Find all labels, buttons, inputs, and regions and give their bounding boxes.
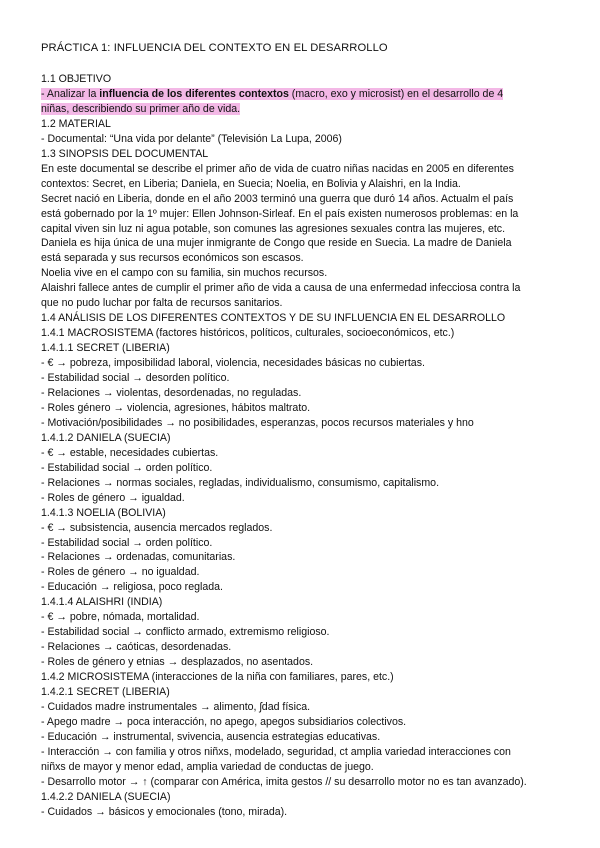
highlighted-text: niñas, describiendo su primer año de vida.: [41, 102, 241, 115]
text-line: [41, 790, 171, 805]
line-text: 1.4.1.3 NOELIA (BOLIVIA): [41, 506, 166, 519]
text-line: [41, 595, 162, 610]
text-line: [41, 760, 374, 775]
highlighted-text: [41, 88, 503, 100]
text-line: [41, 446, 218, 461]
text-line: [41, 222, 505, 237]
line-text: - Relaciones → ordenadas, comunitarias.: [41, 551, 236, 564]
text-line: [41, 670, 394, 685]
line-text: - € → pobreza, imposibilidad laboral, violencia, necesidades básicas no cubiertas.: [41, 357, 425, 370]
line-text: - € → subsistencia, ausencia mercados reglados.: [41, 521, 273, 534]
text-line: [41, 192, 513, 207]
text-line: [41, 251, 304, 266]
text-line: [41, 625, 330, 640]
text-line: [41, 730, 380, 745]
text-line: [41, 805, 287, 820]
line-text: - Roles de género y etnias → desplazados, no asentados.: [41, 656, 314, 668]
text-line: [41, 506, 166, 521]
text-line: [41, 311, 505, 326]
line-text: 1.4 ANÁLISIS DE LOS DIFERENTES CONTEXTOS Y DE SU INFLUENCIA EN EL DESARROLLO: [41, 312, 506, 325]
line-text: - Relaciones → caóticas, desordenadas.: [41, 641, 232, 654]
line-text: - Educación → instrumental, svivencia, ausencia estrategias educativas.: [41, 730, 381, 743]
document-title: PRÁCTICA 1: INFLUENCIA DEL CONTEXTO EN EL DESARROLLO: [41, 42, 388, 54]
line-text: - Roles género → violencia, agresiones, hábitos maltrato.: [41, 401, 311, 414]
line-text: 1.4.1.1 SECRET (LIBERIA): [41, 342, 170, 355]
text-line: [41, 685, 170, 700]
text-line: [41, 207, 518, 222]
text-line: [41, 416, 474, 431]
text-line: [41, 72, 111, 87]
text-line: [41, 266, 327, 281]
text-line: [41, 521, 272, 536]
line-text: 1.4.1 MACROSISTEMA (factores históricos, políticos, culturales, socioeconómicos, etc.): [41, 327, 455, 340]
text-line: [41, 565, 199, 580]
line-text: que no pudo luchar por falta de recursos sanitarios.: [41, 297, 283, 310]
line-text: contextos: Secret, en Liberia; Daniela, en Suecia; Noelia, en Bolivia y Alaishri, en la India.: [41, 177, 461, 190]
text-line: [41, 326, 454, 341]
text-line: [41, 147, 208, 162]
line-text: niñxs de mayor y menor edad, amplia variedad de conductas de juego.: [41, 760, 374, 773]
line-text: 1.4.1.4 ALAISHRI (INDIA): [41, 596, 163, 609]
text-line: [41, 655, 313, 670]
line-text: - Documental: “Una vida por delante” (Televisión La Lupa, 2006): [41, 132, 342, 145]
text-line: [41, 461, 212, 476]
text-line: [41, 117, 111, 132]
line-text: - Roles de género → no igualdad.: [41, 566, 200, 579]
line-text: 1.4.2.2 DANIELA (SUECIA): [41, 790, 171, 803]
line-text: En este documental se describe el primer año de vida de cuatro niñas nacidas en 2005 en diferentes: [41, 162, 514, 175]
line-text: 1.1 OBJETIVO: [41, 73, 112, 85]
text-line: [41, 132, 342, 147]
line-text: 1.2 MATERIAL: [41, 117, 111, 130]
line-text: está separada y sus recursos económicos son escasos.: [41, 252, 304, 265]
text-line: [41, 431, 171, 446]
line-text: Daniela es hija única de una mujer inmigrante de Congo que reside en Suecia. La madre de Daniela: [41, 237, 512, 250]
text-line: [41, 341, 170, 356]
text-line: [41, 580, 223, 595]
line-text: - € → pobre, nómada, mortalidad.: [41, 611, 200, 624]
text-line: [41, 102, 240, 117]
text-line: [41, 87, 503, 102]
text-line: [41, 491, 185, 506]
line-text: - Educación → religiosa, poco reglada.: [41, 581, 223, 594]
text-line: [41, 745, 511, 760]
line-text: - Desarrollo motor → ↑ (comparar con América, imita gestos // su desarrollo motor no es tan avanzado).: [41, 775, 527, 788]
line-text: 1.4.2 MICROSISTEMA (interacciones de la niña con familiares, pares, etc.): [41, 671, 394, 683]
line-text: - Relaciones → normas sociales, regladas, individualismo, consumismo, capitalismo.: [41, 476, 440, 489]
line-text: - Estabilidad social → conflicto armado, extremismo religioso.: [41, 626, 330, 639]
text-line: [41, 356, 425, 371]
bold-phrase: influencia de los diferentes contextos: [99, 88, 289, 100]
text-line: [41, 401, 310, 416]
line-text-prefix: - Analizar la: [41, 88, 100, 100]
text-line: [41, 610, 199, 625]
text-line: [41, 550, 235, 565]
text-line: [41, 236, 512, 251]
line-text: está gobernado por la 1º mujer: Ellen Johnson-Sirleaf. En el país existen numerosos problemas: en la: [41, 207, 519, 220]
text-line: [41, 640, 231, 655]
line-text: 1.4.2.1 SECRET (LIBERIA): [41, 685, 170, 698]
text-line: [41, 536, 212, 551]
line-text: Alaishri fallece antes de cumplir el primer año de vida a causa de una enfermedad infecciosa contra la: [41, 282, 521, 295]
line-text: - Cuidados madre instrumentales → alimento, ʃdad física.: [41, 700, 311, 713]
line-text: - Motivación/posibilidades → no posibilidades, esperanzas, pocos recursos materiales y hno: [41, 416, 474, 429]
text-line: [41, 162, 514, 177]
line-text: Noelia vive en el campo con su familia, sin muchos recursos.: [41, 267, 328, 280]
line-text: capital viven sin luz ni agua potable, son comunes las agresiones sexuales contra las mujeres, etc.: [41, 222, 506, 235]
text-line: [41, 371, 229, 386]
line-text: - € → estable, necesidades cubiertas.: [41, 446, 219, 459]
line-text-suffix: (macro, exo y microsist) en el desarrollo de 4: [288, 88, 504, 100]
text-line: [41, 296, 282, 311]
line-text: - Estabilidad social → orden político.: [41, 536, 213, 549]
line-text: Secret nació en Liberia, donde en el año 2003 terminó una guerra que duró 14 años. Actualm el país: [41, 192, 514, 205]
text-line: [41, 281, 520, 296]
line-text: - Cuidados → básicos y emocionales (tono, mirada).: [41, 805, 288, 818]
line-text: - Relaciones → violentas, desordenadas, no reguladas.: [41, 386, 302, 399]
text-line: [41, 177, 461, 192]
line-text: 1.3 SINOPSIS DEL DOCUMENTAL: [41, 147, 209, 160]
text-line: [41, 476, 439, 491]
line-text: - Interacción → con familia y otros niñxs, modelado, seguridad, ct amplia variedad interacciones con: [41, 745, 511, 758]
line-text: 1.4.1.2 DANIELA (SUECIA): [41, 431, 171, 444]
line-text: - Roles de género → igualdad.: [41, 491, 185, 504]
line-text: - Apego madre → poca interacción, no apego, apegos subsidiarios colectivos.: [41, 715, 407, 728]
line-text: - Estabilidad social → orden político.: [41, 461, 213, 474]
text-line: [41, 775, 527, 790]
text-line: [41, 700, 310, 715]
text-line: [41, 386, 301, 401]
line-text: - Estabilidad social → desorden político.: [41, 372, 230, 384]
text-line: [41, 715, 406, 730]
